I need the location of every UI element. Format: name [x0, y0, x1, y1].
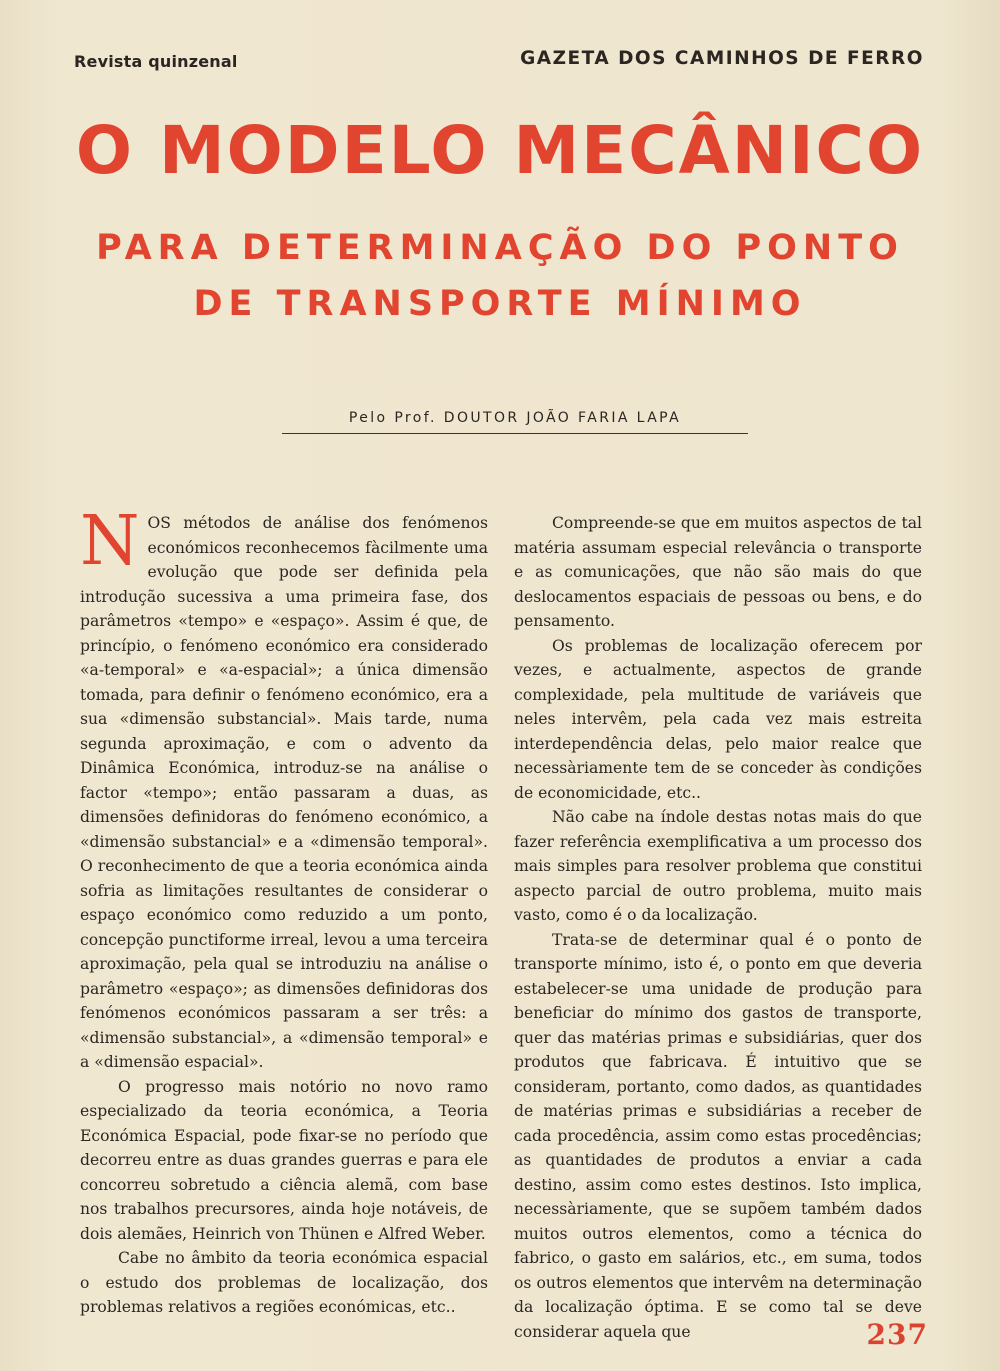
- page-number: 237: [866, 1318, 928, 1351]
- article-paragraph: Compreende-se que em muitos aspectos de tal matéria assumam especial relevância o transporte e as comunicações, que não são mais do que deslocamentos espaciais de pessoas ou bens, e do pensamento.: [514, 514, 922, 630]
- author-byline: Pelo Prof. DOUTOR JOÃO FARIA LAPA: [348, 410, 682, 426]
- article-subtitle-line-1: PARA DETERMINAÇÃO DO PONTO: [96, 228, 904, 268]
- byline-rule: [282, 433, 748, 434]
- paragraph-text: OS métodos de análise dos fenómenos económicos reconhecemos fàcilmente uma evolução que pode ser definida pela introdução sucessiva a uma primeira fase, dos parâmetros «tempo» e «espaço». Assim é que, de princípio, o fenómeno económico era considerado «a-temporal» e «a-espacial»; a única dimensão tomada, para definir o fenómeno económico, era a sua «dimensão substancial». Mais tarde, numa segunda aproximação, e com o advento da Dinâmica Económica, introduz-se na análise o factor «tempo»; então passaram a duas, as dimensões definidoras do fenómeno económico, a «dimensão substancial» e a «dimensão temporal». O reconhecimento de que a teoria económica ainda sofria as limitações resultantes de considerar o espaço económico como reduzido a um ponto, concepção punctiforme irreal, levou a uma terceira aproximação, pela qual se introduziu na análise o parâmetro «espaço»; as dimensões definidoras dos fenómenos económicos passaram a ser três: a «dimensão substancial», a «dimensão temporal» e a «dimensão espacial».: [80, 514, 488, 1071]
- article-column-left: [80, 502, 488, 1320]
- article-paragraph: O progresso mais notório no novo ramo especializado da teoria económica, a Teoria Económica Espacial, pode fixar-se no período que decorreu entre as duas grandes guerras e para ele concorreu sobretudo a ciência alemã, com base nos trabalhos precursores, ainda hoje notáveis, de dois alemães, Heinrich von Thünen e Alfred Weber.: [80, 1077, 488, 1243]
- article-paragraph: Trata-se de determinar qual é o ponto de transporte mínimo, isto é, o ponto em que deveria estabelecer-se uma unidade de produção para beneficiar do mínimo dos gastos de transporte, quer das matérias primas e subsidiárias, quer dos produtos que fabricava. É intuitivo que se consideram, portanto, como dados, as quantidades de matérias primas e subsidiárias a receber de cada procedência, assim como estas procedências; as quantidades de produtos a enviar a cada destino, assim como estes destinos. Isto implica, necessàriamente, que se supõem também dados muitos outros elementos, como a técnica do fabrico, o gasto em salários, etc., em suma, todos os outros elementos que intervêm na determinação da localização óptima. E se como tal se deve considerar aquela que: [514, 930, 922, 1341]
- article-paragraph: Não cabe na índole destas notas mais do que fazer referência exemplificativa a um processo dos mais simples para resolver problema que constitui aspecto parcial de outro problema, muito mais vasto, como é o da localização.: [514, 808, 922, 924]
- magazine-name: GAZETA DOS CAMINHOS DE FERRO: [520, 48, 924, 69]
- article-paragraph: [80, 502, 488, 1075]
- drop-cap: N: [80, 502, 140, 581]
- magazine-periodicity: Revista quinzenal: [74, 52, 238, 71]
- article-subtitle-line-2: DE TRANSPORTE MÍNIMO: [193, 284, 807, 324]
- article-paragraph: Os problemas de localização oferecem por vezes, e actualmente, aspectos de grande complexidade, pela multitude de variáveis que neles intervêm, pela cada vez mais estreita interdependência delas, pelo maior realce que necessàriamente tem de se conceder às condições de economicidade, etc..: [514, 636, 922, 802]
- article-column-right: [514, 511, 922, 1344]
- article-paragraph: Cabe no âmbito da teoria económica espacial o estudo dos problemas de localização, dos problemas relativos a regiões económicas, etc..: [80, 1249, 488, 1316]
- article-title: O MODELO MECÂNICO: [75, 112, 925, 189]
